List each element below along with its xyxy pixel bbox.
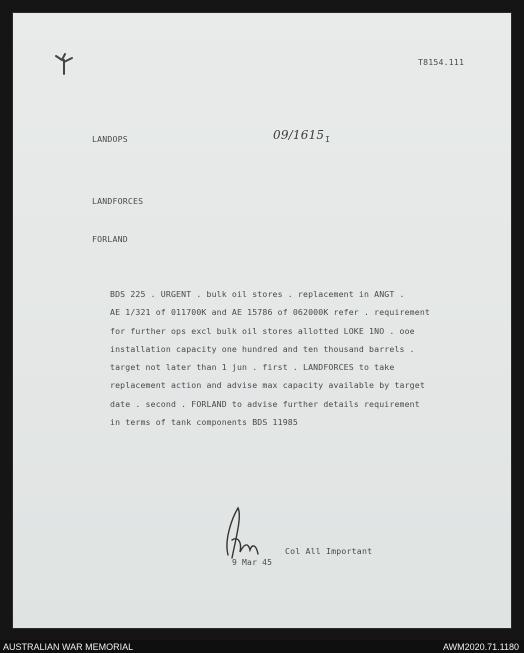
info-addressee-1: LANDFORCES — [92, 196, 144, 206]
body-line: for further ops excl bulk oil stores allotted LOKE 1NO . ooe — [110, 325, 415, 336]
info-addressee-2: FORLAND — [92, 234, 128, 244]
body-line: AE 1/321 of 011700K and AE 15786 of 062000K refer . requirement — [110, 307, 430, 318]
body-line: date . second . FORLAND to advise further details requirement — [110, 398, 420, 409]
body-line: installation capacity one hundred and ten thousand barrels . — [110, 343, 415, 354]
body-line: BDS 225 . URGENT . bulk oil stores . replacement in ANGT . — [110, 289, 405, 299]
signature-date: 9 Mar 45 — [232, 558, 273, 567]
handwritten-serial: 09/1615 — [273, 128, 325, 142]
body-line: in terms of tank components BDS 11985 — [110, 417, 298, 428]
credit-accession-number: AWM2020.71.1180 — [442, 642, 519, 652]
signatory-line: Col All Important — [285, 546, 373, 556]
body-line: replacement action and advise max capacity available by target — [110, 380, 425, 391]
reference-number: T8154.111 — [418, 57, 465, 67]
pin-hole-mark — [52, 50, 76, 80]
credit-institution: AUSTRALIAN WAR MEMORIAL — [3, 642, 134, 652]
message-body — [110, 285, 450, 431]
serial-suffix: I — [325, 134, 331, 144]
body-line: target not later than 1 jun . first . LANDFORCES to take — [110, 362, 395, 373]
addressee: LANDOPS — [92, 134, 128, 144]
